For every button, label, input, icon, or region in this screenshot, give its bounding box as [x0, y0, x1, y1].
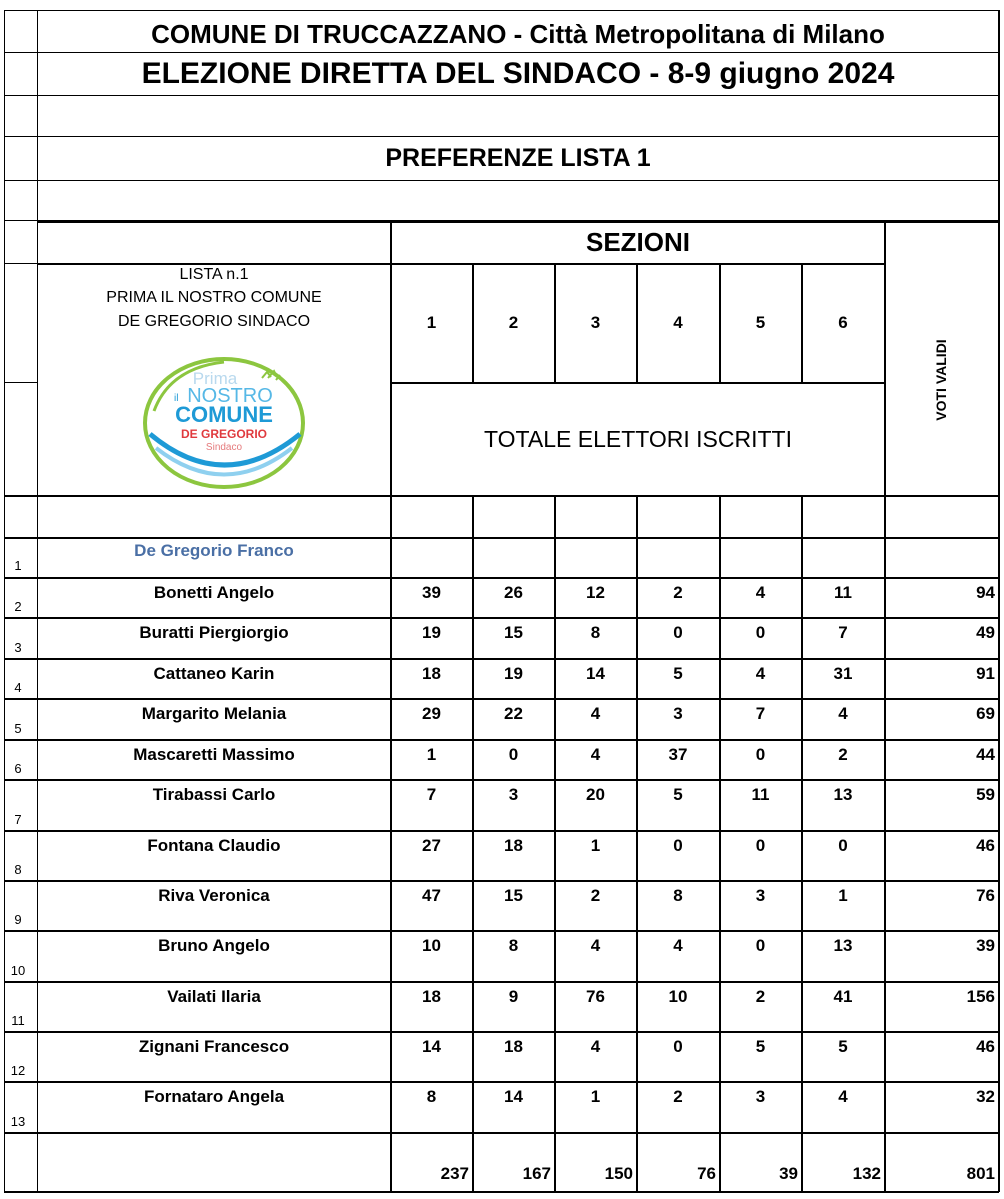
svg-text:Sindaco: Sindaco — [205, 442, 243, 453]
vote-cell-section-2: 26 — [504, 583, 523, 602]
vote-cell-section-6: 1 — [838, 886, 848, 905]
candidate-name: Vailati Ilaria — [167, 987, 261, 1006]
vote-cell-section-4: 0 — [673, 1037, 683, 1056]
vote-cell-section-6: 4 — [838, 1087, 848, 1106]
row-number: 11 — [11, 1013, 25, 1028]
section-header-5: 5 — [755, 313, 766, 332]
vote-cell-section-1: 19 — [422, 623, 441, 642]
grid-line — [4, 495, 999, 497]
vote-cell-section-3: 20 — [586, 785, 605, 804]
vote-cell-section-1: 18 — [422, 664, 441, 683]
grid-line — [4, 617, 999, 619]
grid-line — [4, 263, 37, 264]
voti-validi-header: VOTI VALIDI — [933, 339, 949, 421]
vote-cell-section-5: 3 — [755, 1087, 766, 1106]
grid-line — [391, 263, 885, 265]
grid-line — [636, 495, 638, 1192]
vote-cell-section-6: 11 — [834, 583, 852, 602]
row-number: 1 — [14, 558, 22, 573]
grid-line — [554, 495, 556, 1192]
vote-cell-section-4: 2 — [673, 583, 683, 602]
vote-cell-section-5: 0 — [755, 936, 766, 955]
vote-cell-section-1: 10 — [422, 936, 441, 955]
vote-cell-section-2: 18 — [504, 836, 523, 855]
svg-text:il: il — [174, 393, 179, 404]
candidate-name: Fontana Claudio — [147, 836, 281, 855]
grid-line — [472, 495, 474, 1192]
grid-line — [998, 10, 1000, 1192]
vote-cell-section-5: 7 — [755, 704, 766, 723]
comune-title: COMUNE DI TRUCCAZZANO - Città Metropolitana di Milano — [151, 18, 885, 49]
vote-cell-section-4: 0 — [673, 623, 683, 642]
candidate-name: Cattaneo Karin — [153, 664, 275, 683]
vote-cell-section-3: 4 — [590, 936, 601, 955]
grid-line — [4, 739, 999, 741]
grid-line — [4, 830, 999, 832]
vote-cell-section-3: 4 — [590, 745, 601, 764]
vote-cell-section-3: 1 — [590, 1087, 601, 1106]
candidate-name: Bruno Angelo — [158, 936, 270, 955]
candidate-total: 59 — [976, 785, 995, 804]
vote-cell-section-1: 29 — [422, 704, 441, 723]
sezioni-header: SEZIONI — [585, 226, 690, 257]
grid-line — [472, 263, 474, 383]
section-total-5: 39 — [779, 1164, 798, 1183]
vote-cell-section-2: 14 — [504, 1087, 523, 1106]
vote-cell-section-1: 14 — [422, 1037, 441, 1056]
vote-cell-section-4: 8 — [673, 886, 683, 905]
candidate-total: 69 — [976, 704, 995, 723]
vote-cell-section-2: 0 — [508, 745, 519, 764]
row-number: 13 — [10, 1114, 26, 1129]
vote-cell-section-5: 5 — [755, 1037, 766, 1056]
vote-cell-section-2: 22 — [504, 704, 523, 723]
section-header-4: 4 — [673, 313, 683, 332]
election-title: ELEZIONE DIRETTA DEL SINDACO - 8-9 giugno 2024 — [141, 57, 895, 90]
candidate-total: 49 — [976, 623, 995, 642]
vote-cell-section-3: 76 — [586, 987, 605, 1006]
grid-line — [4, 180, 999, 181]
grid-line — [4, 658, 999, 660]
candidate-name: Bonetti Angelo — [153, 583, 275, 602]
grid-line — [636, 263, 638, 383]
grid-line — [4, 577, 999, 579]
vote-cell-section-6: 5 — [838, 1037, 848, 1056]
grid-line — [37, 221, 999, 223]
grid-line — [554, 263, 556, 383]
vote-cell-section-6: 0 — [838, 836, 848, 855]
vote-cell-section-1: 7 — [426, 785, 437, 804]
svg-text:Prima: Prima — [192, 369, 238, 388]
row-number: 12 — [10, 1063, 26, 1078]
svg-text:NOSTRO: NOSTRO — [187, 385, 273, 407]
section-total-3: 150 — [604, 1164, 633, 1183]
candidate-name: Tirabassi Carlo — [152, 785, 276, 804]
row-number: 5 — [14, 721, 22, 736]
section-total-6: 132 — [852, 1164, 881, 1183]
grid-line — [37, 263, 391, 265]
vote-cell-section-6: 2 — [838, 745, 848, 764]
lista-name: PRIMA IL NOSTRO COMUNE — [106, 289, 322, 306]
vote-cell-section-2: 19 — [504, 664, 523, 683]
vote-cell-section-5: 4 — [755, 664, 766, 683]
section-total-1: 237 — [440, 1164, 469, 1183]
vote-cell-section-6: 41 — [833, 987, 853, 1006]
vote-cell-section-3: 2 — [590, 886, 601, 905]
vote-cell-section-4: 37 — [668, 745, 688, 764]
grid-line — [4, 981, 999, 983]
candidate-total: 91 — [976, 664, 995, 683]
section-header-3: 3 — [590, 313, 601, 332]
row-number: 7 — [14, 812, 22, 827]
svg-text:DE GREGORIO: DE GREGORIO — [180, 427, 268, 441]
vote-cell-section-6: 13 — [833, 936, 853, 955]
candidate-total: 156 — [966, 987, 995, 1006]
vote-cell-section-2: 8 — [508, 936, 519, 955]
vote-cell-section-1: 39 — [422, 583, 441, 602]
candidate-total: 44 — [976, 745, 995, 764]
vote-cell-section-2: 18 — [504, 1037, 523, 1056]
vote-cell-section-1: 47 — [422, 886, 441, 905]
grid-line — [4, 136, 999, 137]
grid-line — [4, 95, 999, 96]
vote-cell-section-5: 2 — [755, 987, 766, 1006]
grid-line — [4, 930, 999, 932]
vote-cell-section-1: 8 — [426, 1087, 437, 1106]
grid-line — [801, 495, 803, 1192]
lista-candidate: DE GREGORIO SINDACO — [117, 313, 311, 330]
grid-line — [4, 10, 5, 1192]
grid-line — [4, 10, 999, 11]
vote-cell-section-2: 9 — [508, 987, 519, 1006]
vote-cell-section-5: 0 — [755, 745, 766, 764]
grid-line — [4, 52, 999, 53]
candidate-name: Fornataro Angela — [143, 1087, 285, 1106]
grid-line — [4, 537, 999, 539]
grid-line — [4, 1031, 999, 1033]
grid-line — [4, 1132, 999, 1134]
party-logo — [140, 356, 310, 491]
vote-cell-section-4: 2 — [673, 1087, 683, 1106]
row-number: 4 — [14, 680, 22, 695]
vote-cell-section-4: 5 — [673, 664, 683, 683]
vote-cell-section-1: 27 — [422, 836, 441, 855]
vote-cell-section-2: 3 — [508, 785, 519, 804]
vote-cell-section-4: 5 — [673, 785, 683, 804]
vote-cell-section-5: 3 — [755, 886, 766, 905]
vote-cell-section-3: 4 — [590, 704, 601, 723]
section-total-2: 167 — [522, 1164, 551, 1183]
section-header-1: 1 — [426, 313, 437, 332]
vote-cell-section-6: 7 — [838, 623, 848, 642]
vote-cell-section-6: 4 — [838, 704, 848, 723]
vote-cell-section-4: 3 — [673, 704, 683, 723]
lista-label: LISTA n.1 — [179, 266, 249, 283]
grid-line — [719, 495, 721, 1192]
candidate-name: Zignani Francesco — [138, 1037, 290, 1056]
candidate-name: Riva Veronica — [158, 886, 270, 905]
vote-cell-section-6: 31 — [833, 664, 853, 683]
grid-line — [4, 382, 37, 383]
vote-cell-section-4: 4 — [673, 936, 683, 955]
row-number: 3 — [14, 640, 22, 655]
grid-line — [4, 1081, 999, 1083]
vote-cell-section-4: 0 — [673, 836, 683, 855]
vote-cell-section-5: 11 — [751, 785, 770, 804]
vote-cell-section-3: 8 — [590, 623, 601, 642]
mayor-name: De Gregorio Franco — [134, 541, 294, 560]
vote-cell-section-4: 10 — [668, 987, 688, 1006]
section-header-2: 2 — [508, 313, 519, 332]
totale-elettori-label: TOTALE ELETTORI ISCRITTI — [484, 426, 792, 452]
candidate-total: 32 — [976, 1087, 995, 1106]
grid-line — [37, 10, 38, 1192]
section-title: PREFERENZE LISTA 1 — [385, 143, 651, 172]
vote-cell-section-3: 4 — [590, 1037, 601, 1056]
svg-text:COMUNE: COMUNE — [175, 402, 273, 427]
vote-cell-section-3: 14 — [586, 664, 605, 683]
grid-line — [4, 698, 999, 700]
candidate-name: Mascaretti Massimo — [133, 745, 295, 764]
row-number: 6 — [14, 761, 22, 776]
vote-cell-section-5: 0 — [755, 836, 766, 855]
vote-cell-section-1: 1 — [426, 745, 437, 764]
row-number: 2 — [14, 599, 22, 614]
candidate-total: 46 — [976, 836, 995, 855]
candidate-total: 76 — [976, 886, 995, 905]
grid-line — [884, 221, 886, 1192]
grid-line — [801, 263, 803, 383]
vote-cell-section-6: 13 — [833, 785, 853, 804]
grand-total: 801 — [966, 1164, 995, 1183]
vote-cell-section-5: 0 — [755, 623, 766, 642]
vote-cell-section-3: 12 — [586, 583, 605, 602]
vote-cell-section-2: 15 — [504, 623, 523, 642]
section-header-6: 6 — [838, 313, 848, 332]
vote-cell-section-1: 18 — [422, 987, 441, 1006]
grid-line — [391, 382, 885, 384]
grid-line — [4, 880, 999, 882]
grid-line — [4, 1191, 999, 1193]
row-number: 8 — [14, 862, 22, 877]
candidate-name: Buratti Piergiorgio — [139, 623, 289, 642]
row-number: 10 — [10, 963, 26, 978]
vote-cell-section-3: 1 — [590, 836, 601, 855]
grid-line — [719, 263, 721, 383]
section-total-4: 76 — [697, 1164, 716, 1183]
candidate-total: 39 — [976, 936, 995, 955]
candidate-total: 94 — [976, 583, 995, 602]
vote-cell-section-2: 15 — [504, 886, 523, 905]
candidate-total: 46 — [976, 1037, 995, 1056]
row-number: 9 — [14, 912, 22, 927]
grid-line — [4, 779, 999, 781]
vote-cell-section-5: 4 — [755, 583, 766, 602]
candidate-name: Margarito Melania — [141, 704, 287, 723]
grid-line — [390, 221, 392, 1192]
